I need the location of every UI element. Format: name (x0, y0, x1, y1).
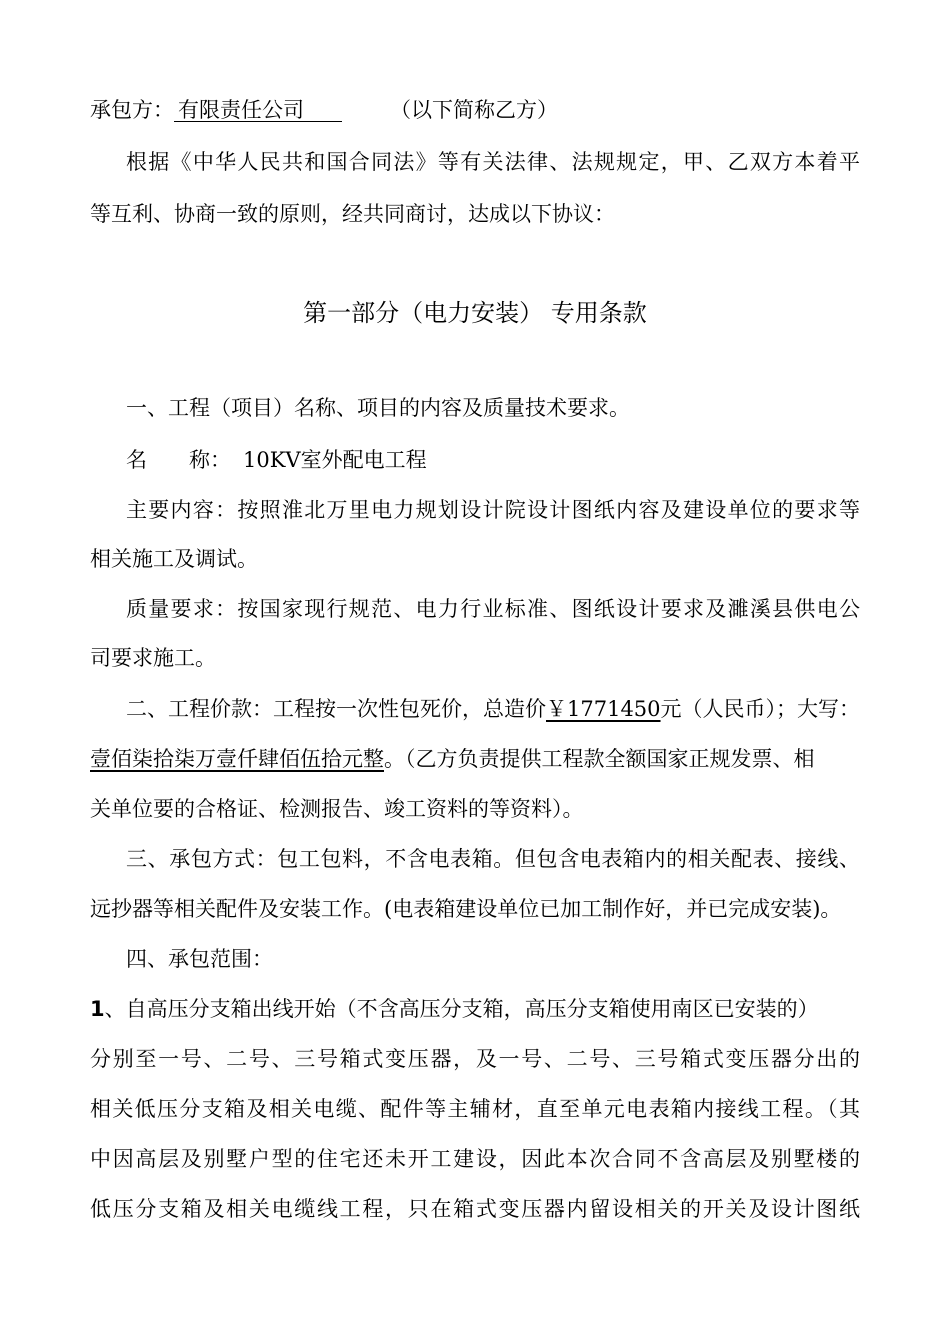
item4-number: 1 (90, 997, 105, 1021)
contractor-label: 承包方： (90, 98, 174, 122)
item2-amount-words: 壹佰柒拾柒万壹仟肆佰伍拾元整 (90, 747, 384, 771)
item1-quality-line-2: 司要求施工。 (90, 646, 216, 670)
item2-line-2 (90, 749, 815, 770)
item4-line-1-text: 、自高压分支箱出线开始（不含高压分支箱，高压分支箱使用南区已安装的） (104, 997, 819, 1021)
intro-line-1: 根据《中华人民共和国合同法》等有关法律、法规规定，甲、乙双方本着平 (126, 150, 860, 174)
item4-heading: 四、承包范围： (126, 947, 273, 971)
item1-quality-line-1: 质量要求：按国家现行规范、电力行业标准、图纸设计要求及濉溪县供电公 (126, 597, 860, 621)
item1-content-line-2: 相关施工及调试。 (90, 547, 258, 571)
item4-line-4: 中因高层及别墅户型的住宅还未开工建设，因此本次合同不含高层及别墅楼的 (90, 1147, 860, 1171)
item2-line-3: 关单位要的合格证、检测报告、竣工资料的等资料）。 (90, 797, 584, 821)
item1-name-row (126, 450, 427, 471)
intro-line-2: 等互利、协商一致的原则，经共同商讨，达成以下协议： (90, 202, 615, 226)
item4-line-2: 分别至一号、二号、三号箱式变压器，及一号、二号、三号箱式变压器分出的 (90, 1047, 860, 1071)
item1-name-label: 名 称： (126, 448, 231, 472)
item1-name-value: 10KV室外配电工程 (243, 448, 427, 472)
item1-content-line-1: 主要内容：按照淮北万里电力规划设计院设计图纸内容及建设单位的要求等 (126, 498, 860, 522)
item3-line-2: 远抄器等相关配件及安装工作。(电表箱建设单位已加工制作好，并已完成安装)。 (90, 897, 842, 921)
item4-line-5: 低压分支箱及相关电缆线工程，只在箱式变压器内留设相关的开关及设计图纸 (90, 1197, 860, 1221)
contractor-name-text: 有限责任公司 (178, 98, 304, 122)
contractor-name (174, 100, 342, 122)
section-title: 第一部分（电力安装） 专用条款 (303, 299, 647, 327)
item2-line-2-rest: 。（乙方负责提供工程款全额国家正规发票、相 (384, 747, 815, 771)
item4-line-3: 相关低压分支箱及相关电缆、配件等主辅材，直至单元电表箱内接线工程。（其 (90, 1097, 860, 1121)
item2-amount: ￥1771450 (546, 697, 661, 721)
contractor-alias: （以下简称乙方） (390, 98, 558, 122)
item1-heading: 一、工程（项目）名称、项目的内容及质量技术要求。 (126, 396, 630, 420)
contractor-line (90, 100, 558, 122)
item2-suffix: 元（人民币）；大写： (660, 697, 861, 721)
item3-line-1: 三、承包方式：包工包料，不含电表箱。但包含电表箱内的相关配表、接线、 (126, 847, 860, 871)
item4-line-1 (90, 999, 819, 1020)
item2-line-1 (126, 699, 860, 720)
item2-prefix: 二、工程价款：工程按一次性包死价，总造价 (126, 697, 546, 721)
